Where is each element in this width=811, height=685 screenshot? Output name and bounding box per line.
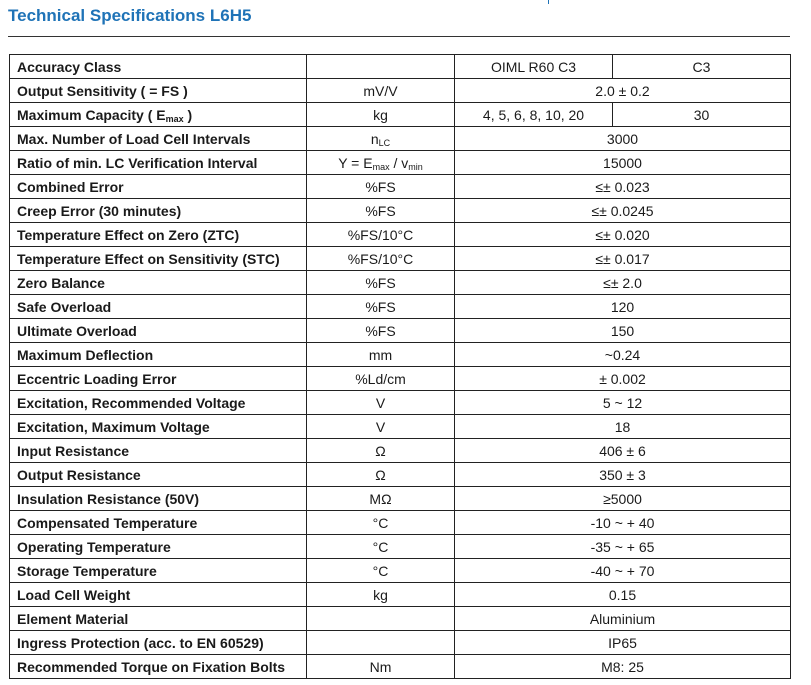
value-cell: 30 (613, 103, 791, 127)
table-row (10, 559, 791, 583)
unit-cell: %FS (307, 271, 455, 295)
table-row (10, 415, 791, 439)
table-row (10, 463, 791, 487)
table-row (10, 175, 791, 199)
param-cell: Ratio of min. LC Verification Interval (10, 151, 307, 175)
unit-text: / v (389, 154, 409, 171)
param-cell: Ingress Protection (acc. to EN 60529) (10, 631, 307, 655)
table-row (10, 55, 791, 79)
param-cell: Ultimate Overload (10, 319, 307, 343)
unit-cell: Ω (307, 439, 455, 463)
value-cell: M8: 25 (455, 655, 791, 679)
unit-subscript: max (372, 161, 390, 172)
param-cell: Temperature Effect on Sensitivity (STC) (10, 247, 307, 271)
table-row (10, 511, 791, 535)
table-row (10, 391, 791, 415)
param-cell: Output Sensitivity ( = FS ) (10, 79, 307, 103)
value-cell: 18 (455, 415, 791, 439)
param-cell: Insulation Resistance (50V) (10, 487, 307, 511)
value-cell: -10 ~ + 40 (455, 511, 791, 535)
param-cell (10, 103, 307, 127)
value-cell: -40 ~ + 70 (455, 559, 791, 583)
table-row (10, 223, 791, 247)
unit-cell (307, 151, 455, 175)
value-cell: 4, 5, 6, 8, 10, 20 (455, 103, 613, 127)
param-cell: Recommended Torque on Fixation Bolts (10, 655, 307, 679)
unit-cell (307, 631, 455, 655)
unit-cell (307, 607, 455, 631)
value-cell: IP65 (455, 631, 791, 655)
unit-cell: kg (307, 583, 455, 607)
table-row (10, 631, 791, 655)
param-cell: Load Cell Weight (10, 583, 307, 607)
param-cell: Combined Error (10, 175, 307, 199)
table-row (10, 535, 791, 559)
unit-cell: mm (307, 343, 455, 367)
value-cell: ≤± 0.023 (455, 175, 791, 199)
table-row (10, 295, 791, 319)
unit-cell (307, 55, 455, 79)
table-row (10, 439, 791, 463)
unit-cell: %FS (307, 175, 455, 199)
param-cell: Maximum Deflection (10, 343, 307, 367)
param-subscript: max (165, 113, 184, 124)
param-cell: Excitation, Maximum Voltage (10, 415, 307, 439)
param-cell: Zero Balance (10, 271, 307, 295)
value-cell: 2.0 ± 0.2 (455, 79, 791, 103)
value-cell: ± 0.002 (455, 367, 791, 391)
unit-cell: °C (307, 559, 455, 583)
unit-cell: %FS (307, 319, 455, 343)
header-tick-mark (548, 0, 549, 4)
param-cell: Temperature Effect on Zero (ZTC) (10, 223, 307, 247)
unit-cell: MΩ (307, 487, 455, 511)
param-cell: Input Resistance (10, 439, 307, 463)
value-cell: Aluminium (455, 607, 791, 631)
unit-cell: kg (307, 103, 455, 127)
param-cell: Max. Number of Load Cell Intervals (10, 127, 307, 151)
spec-table (9, 54, 791, 679)
unit-cell: Ω (307, 463, 455, 487)
value-cell: 120 (455, 295, 791, 319)
table-row (10, 271, 791, 295)
param-cell: Element Material (10, 607, 307, 631)
param-cell: Output Resistance (10, 463, 307, 487)
unit-cell: °C (307, 535, 455, 559)
table-row (10, 655, 791, 679)
unit-text: n (370, 130, 379, 147)
param-cell: Operating Temperature (10, 535, 307, 559)
param-cell: Creep Error (30 minutes) (10, 199, 307, 223)
unit-subscript: LC (378, 137, 391, 148)
unit-cell: V (307, 391, 455, 415)
value-cell: OIML R60 C3 (455, 55, 613, 79)
unit-subscript: min (408, 161, 423, 172)
title-divider (8, 36, 790, 37)
value-cell: ≤± 2.0 (455, 271, 791, 295)
unit-cell: mV/V (307, 79, 455, 103)
value-cell: ~0.24 (455, 343, 791, 367)
value-cell: 15000 (455, 151, 791, 175)
value-cell: 350 ± 3 (455, 463, 791, 487)
param-text: ) (183, 106, 193, 123)
param-cell: Safe Overload (10, 295, 307, 319)
page-title: Technical Specifications L6H5 (8, 6, 252, 25)
value-cell: 406 ± 6 (455, 439, 791, 463)
value-cell: 3000 (455, 127, 791, 151)
value-cell: ≤± 0.020 (455, 223, 791, 247)
unit-cell: V (307, 415, 455, 439)
value-cell: ≤± 0.0245 (455, 199, 791, 223)
unit-cell (307, 127, 455, 151)
table-row (10, 367, 791, 391)
table-row (10, 343, 791, 367)
param-cell: Storage Temperature (10, 559, 307, 583)
param-text: Maximum Capacity ( E (17, 106, 166, 123)
table-row (10, 487, 791, 511)
unit-cell: %Ld/cm (307, 367, 455, 391)
table-row (10, 79, 791, 103)
param-cell: Compensated Temperature (10, 511, 307, 535)
unit-text: Y = E (338, 154, 373, 171)
unit-cell: %FS/10°C (307, 223, 455, 247)
table-row (10, 151, 791, 175)
value-cell: ≤± 0.017 (455, 247, 791, 271)
table-row (10, 199, 791, 223)
value-cell: 0.15 (455, 583, 791, 607)
table-row (10, 127, 791, 151)
table-row (10, 103, 791, 127)
unit-cell: Nm (307, 655, 455, 679)
value-cell: ≥5000 (455, 487, 791, 511)
unit-cell: %FS (307, 295, 455, 319)
table-row (10, 583, 791, 607)
unit-cell: °C (307, 511, 455, 535)
table-row (10, 247, 791, 271)
param-cell: Accuracy Class (10, 55, 307, 79)
value-cell: 5 ~ 12 (455, 391, 791, 415)
table-row (10, 319, 791, 343)
value-cell: C3 (613, 55, 791, 79)
unit-cell: %FS (307, 199, 455, 223)
param-cell: Eccentric Loading Error (10, 367, 307, 391)
unit-cell: %FS/10°C (307, 247, 455, 271)
value-cell: 150 (455, 319, 791, 343)
table-row (10, 607, 791, 631)
param-cell: Excitation, Recommended Voltage (10, 391, 307, 415)
value-cell: -35 ~ + 65 (455, 535, 791, 559)
